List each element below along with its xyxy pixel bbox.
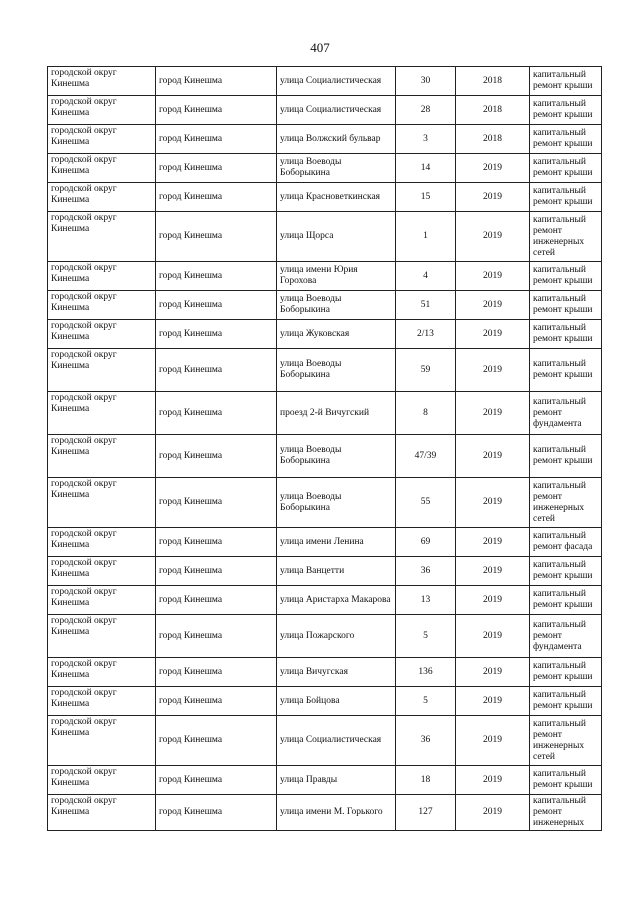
table-row <box>48 320 602 349</box>
table-row <box>48 795 602 831</box>
city-cell: город Кинешма <box>156 716 277 766</box>
table-row <box>48 586 602 615</box>
city-cell: город Кинешма <box>156 183 277 212</box>
house-cell: 59 <box>396 349 456 392</box>
year-cell: 2018 <box>456 67 530 96</box>
city-cell: город Кинешма <box>156 212 277 262</box>
year-cell: 2019 <box>456 435 530 478</box>
work-type-cell: капитальный ремонт крыши <box>530 586 602 615</box>
street-cell: улица Правды <box>277 766 396 795</box>
table-row <box>48 125 602 154</box>
work-type-cell: капитальный ремонт крыши <box>530 125 602 154</box>
table-row <box>48 478 602 528</box>
okrug-cell: городской округ Кинешма <box>48 96 156 125</box>
okrug-cell: городской округ Кинешма <box>48 291 156 320</box>
house-cell: 3 <box>396 125 456 154</box>
okrug-cell: городской округ Кинешма <box>48 687 156 716</box>
work-type-cell: капитальный ремонт инженерных сетей <box>530 716 602 766</box>
street-cell: улица Воеводы Боборыкина <box>277 478 396 528</box>
year-cell: 2018 <box>456 96 530 125</box>
house-cell: 5 <box>396 687 456 716</box>
table-row <box>48 658 602 687</box>
city-cell: город Кинешма <box>156 320 277 349</box>
house-cell: 47/39 <box>396 435 456 478</box>
work-type-cell: капитальный ремонт крыши <box>530 435 602 478</box>
city-cell: город Кинешма <box>156 795 277 831</box>
work-type-cell: капитальный ремонт крыши <box>530 557 602 586</box>
city-cell: город Кинешма <box>156 67 277 96</box>
city-cell: город Кинешма <box>156 478 277 528</box>
work-type-cell: капитальный ремонт инженерных сетей <box>530 478 602 528</box>
work-type-cell: капитальный ремонт инженерных сетей <box>530 212 602 262</box>
buildings-table <box>47 66 602 831</box>
year-cell: 2019 <box>456 795 530 831</box>
work-type-cell: капитальный ремонт инженерных <box>530 795 602 831</box>
work-type-cell: капитальный ремонт крыши <box>530 154 602 183</box>
street-cell: улица Воеводы Боборыкина <box>277 435 396 478</box>
city-cell: город Кинешма <box>156 658 277 687</box>
table-row <box>48 716 602 766</box>
year-cell: 2019 <box>456 320 530 349</box>
okrug-cell: городской округ Кинешма <box>48 262 156 291</box>
table-row <box>48 183 602 212</box>
table-row <box>48 615 602 658</box>
house-cell: 69 <box>396 528 456 557</box>
street-cell: улица Жуковская <box>277 320 396 349</box>
street-cell: проезд 2-й Вичугский <box>277 392 396 435</box>
year-cell: 2019 <box>456 586 530 615</box>
table-row <box>48 262 602 291</box>
year-cell: 2019 <box>456 528 530 557</box>
city-cell: город Кинешма <box>156 349 277 392</box>
street-cell: улица Ванцетти <box>277 557 396 586</box>
page-number: 407 <box>310 40 330 55</box>
table-row <box>48 687 602 716</box>
street-cell: улица Щорса <box>277 212 396 262</box>
table-row <box>48 557 602 586</box>
work-type-cell: капитальный ремонт фундамента <box>530 392 602 435</box>
street-cell: улица имени Юрия Горохова <box>277 262 396 291</box>
year-cell: 2019 <box>456 212 530 262</box>
table-row <box>48 392 602 435</box>
house-cell: 2/13 <box>396 320 456 349</box>
year-cell: 2019 <box>456 766 530 795</box>
table-row <box>48 349 602 392</box>
year-cell: 2019 <box>456 183 530 212</box>
okrug-cell: городской округ Кинешма <box>48 435 156 478</box>
year-cell: 2019 <box>456 478 530 528</box>
house-cell: 14 <box>396 154 456 183</box>
table-body <box>48 67 602 831</box>
city-cell: город Кинешма <box>156 766 277 795</box>
city-cell: город Кинешма <box>156 262 277 291</box>
year-cell: 2019 <box>456 557 530 586</box>
okrug-cell: городской округ Кинешма <box>48 154 156 183</box>
okrug-cell: городской округ Кинешма <box>48 212 156 262</box>
house-cell: 36 <box>396 557 456 586</box>
year-cell: 2019 <box>456 349 530 392</box>
street-cell: улица Воеводы Боборыкина <box>277 154 396 183</box>
okrug-cell: городской округ Кинешма <box>48 795 156 831</box>
city-cell: город Кинешма <box>156 528 277 557</box>
work-type-cell: капитальный ремонт крыши <box>530 262 602 291</box>
work-type-cell: капитальный ремонт крыши <box>530 291 602 320</box>
year-cell: 2019 <box>456 687 530 716</box>
house-cell: 15 <box>396 183 456 212</box>
city-cell: город Кинешма <box>156 586 277 615</box>
year-cell: 2019 <box>456 154 530 183</box>
okrug-cell: городской округ Кинешма <box>48 183 156 212</box>
table-row <box>48 766 602 795</box>
year-cell: 2019 <box>456 291 530 320</box>
okrug-cell: городской округ Кинешма <box>48 125 156 154</box>
okrug-cell: городской округ Кинешма <box>48 766 156 795</box>
street-cell: улица Социалистическая <box>277 67 396 96</box>
year-cell: 2019 <box>456 262 530 291</box>
table-row <box>48 212 602 262</box>
okrug-cell: городской округ Кинешма <box>48 658 156 687</box>
street-cell: улица имени Ленина <box>277 528 396 557</box>
work-type-cell: капитальный ремонт крыши <box>530 96 602 125</box>
okrug-cell: городской округ Кинешма <box>48 392 156 435</box>
house-cell: 4 <box>396 262 456 291</box>
work-type-cell: капитальный ремонт крыши <box>530 349 602 392</box>
street-cell: улица Социалистическая <box>277 96 396 125</box>
table-row <box>48 67 602 96</box>
house-cell: 8 <box>396 392 456 435</box>
house-cell: 18 <box>396 766 456 795</box>
table-row <box>48 528 602 557</box>
house-cell: 55 <box>396 478 456 528</box>
work-type-cell: капитальный ремонт крыши <box>530 687 602 716</box>
street-cell: улица Красноветкинская <box>277 183 396 212</box>
okrug-cell: городской округ Кинешма <box>48 528 156 557</box>
work-type-cell: капитальный ремонт фундамента <box>530 615 602 658</box>
street-cell: улица Воеводы Боборыкина <box>277 349 396 392</box>
city-cell: город Кинешма <box>156 96 277 125</box>
city-cell: город Кинешма <box>156 291 277 320</box>
house-cell: 30 <box>396 67 456 96</box>
city-cell: город Кинешма <box>156 435 277 478</box>
table-row <box>48 96 602 125</box>
city-cell: город Кинешма <box>156 557 277 586</box>
year-cell: 2019 <box>456 716 530 766</box>
house-cell: 1 <box>396 212 456 262</box>
street-cell: улица имени М. Горького <box>277 795 396 831</box>
street-cell: улица Пожарского <box>277 615 396 658</box>
table-row <box>48 291 602 320</box>
year-cell: 2019 <box>456 615 530 658</box>
work-type-cell: капитальный ремонт фасада <box>530 528 602 557</box>
street-cell: улица Вичугская <box>277 658 396 687</box>
table-row <box>48 154 602 183</box>
work-type-cell: капитальный ремонт крыши <box>530 67 602 96</box>
work-type-cell: капитальный ремонт крыши <box>530 658 602 687</box>
year-cell: 2018 <box>456 125 530 154</box>
okrug-cell: городской округ Кинешма <box>48 586 156 615</box>
okrug-cell: городской округ Кинешма <box>48 557 156 586</box>
okrug-cell: городской округ Кинешма <box>48 320 156 349</box>
year-cell: 2019 <box>456 658 530 687</box>
city-cell: город Кинешма <box>156 154 277 183</box>
street-cell: улица Социалистическая <box>277 716 396 766</box>
city-cell: город Кинешма <box>156 615 277 658</box>
street-cell: улица Волжский бульвар <box>277 125 396 154</box>
house-cell: 36 <box>396 716 456 766</box>
work-type-cell: капитальный ремонт крыши <box>530 320 602 349</box>
table-row <box>48 435 602 478</box>
city-cell: город Кинешма <box>156 125 277 154</box>
city-cell: город Кинешма <box>156 687 277 716</box>
house-cell: 28 <box>396 96 456 125</box>
city-cell: город Кинешма <box>156 392 277 435</box>
work-type-cell: капитальный ремонт крыши <box>530 183 602 212</box>
street-cell: улица Воеводы Боборыкина <box>277 291 396 320</box>
okrug-cell: городской округ Кинешма <box>48 349 156 392</box>
year-cell: 2019 <box>456 392 530 435</box>
okrug-cell: городской округ Кинешма <box>48 615 156 658</box>
house-cell: 127 <box>396 795 456 831</box>
street-cell: улица Аристарха Макарова <box>277 586 396 615</box>
okrug-cell: городской округ Кинешма <box>48 67 156 96</box>
house-cell: 13 <box>396 586 456 615</box>
work-type-cell: капитальный ремонт крыши <box>530 766 602 795</box>
okrug-cell: городской округ Кинешма <box>48 478 156 528</box>
street-cell: улица Бойцова <box>277 687 396 716</box>
house-cell: 51 <box>396 291 456 320</box>
okrug-cell: городской округ Кинешма <box>48 716 156 766</box>
house-cell: 5 <box>396 615 456 658</box>
house-cell: 136 <box>396 658 456 687</box>
